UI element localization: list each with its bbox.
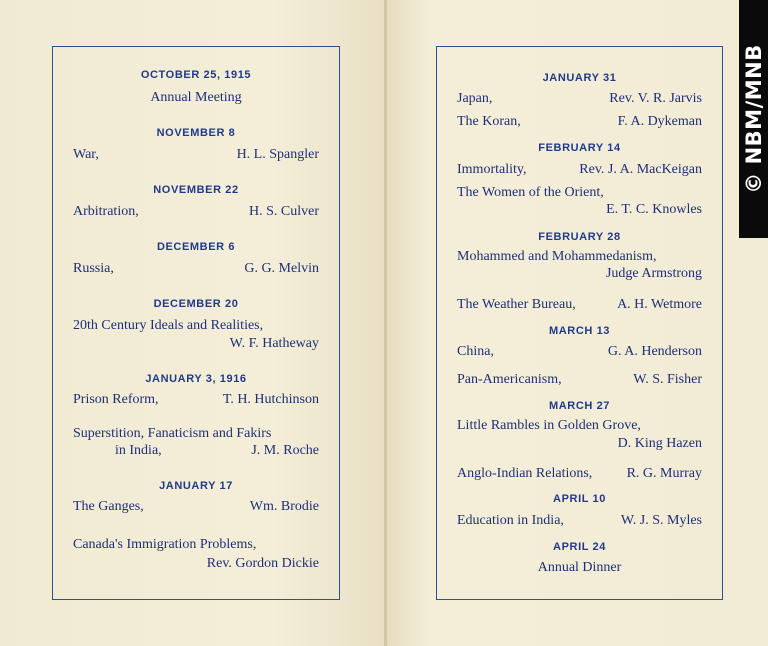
- entry-topic-continued: in India,: [115, 443, 162, 458]
- entry-topic: Mohammed and Mohammedanism,: [457, 249, 657, 264]
- entry-topic: Prison Reform,: [73, 392, 159, 407]
- entry-topic: The Weather Bureau,: [457, 297, 576, 312]
- date-heading: MARCH 13: [548, 325, 611, 337]
- entry-topic: Japan,: [457, 91, 493, 106]
- event-title: Annual Meeting: [150, 90, 242, 105]
- entry-speaker: H. L. Spangler: [236, 147, 319, 162]
- entry-topic: Pan-Americanism,: [457, 372, 562, 387]
- entry-speaker: W. J. S. Myles: [620, 513, 702, 528]
- entry-topic: Little Rambles in Golden Grove,: [457, 418, 641, 433]
- entry-speaker: G. A. Henderson: [607, 344, 702, 359]
- entry-speaker: D. King Hazen: [617, 436, 702, 451]
- entry-topic: China,: [457, 344, 494, 359]
- entry-topic: Immortality,: [457, 162, 527, 177]
- date-heading: JANUARY 31: [542, 72, 617, 84]
- date-heading: NOVEMBER 8: [156, 127, 236, 139]
- entry-topic: Canada's Immigration Problems,: [73, 537, 257, 552]
- entry-speaker: T. H. Hutchinson: [222, 392, 319, 407]
- entry-topic: 20th Century Ideals and Realities,: [73, 318, 264, 333]
- entry-topic: The Women of the Orient,: [457, 185, 604, 200]
- date-heading: NOVEMBER 22: [153, 184, 239, 196]
- date-heading: MARCH 27: [548, 400, 611, 412]
- entry-topic: The Koran,: [457, 114, 521, 129]
- entry-speaker: Wm. Brodie: [249, 499, 319, 514]
- entry-speaker: Rev. Gordon Dickie: [206, 556, 319, 571]
- entry-topic: Anglo-Indian Relations,: [457, 466, 593, 481]
- entry-topic: Superstition, Fanaticism and Fakirs: [73, 426, 272, 441]
- page-gutter: [384, 0, 387, 646]
- entry-topic: Arbitration,: [73, 204, 139, 219]
- date-heading: OCTOBER 25, 1915: [140, 69, 252, 81]
- date-heading: DECEMBER 20: [153, 298, 239, 310]
- date-heading: FEBRUARY 28: [538, 231, 621, 243]
- entry-topic: Education in India,: [457, 513, 564, 528]
- entry-topic: Russia,: [73, 261, 114, 276]
- entry-speaker: R. G. Murray: [626, 466, 702, 481]
- date-heading: APRIL 24: [553, 541, 606, 553]
- entry-speaker: A. H. Wetmore: [617, 297, 702, 312]
- date-heading: JANUARY 17: [159, 480, 233, 492]
- entry-speaker: F. A. Dykeman: [617, 114, 702, 129]
- right-page-frame: [436, 46, 723, 600]
- entry-speaker: W. F. Hatheway: [229, 336, 319, 351]
- copyright-watermark: [739, 0, 768, 238]
- event-title: Annual Dinner: [537, 560, 622, 575]
- entry-speaker: J. M. Roche: [251, 443, 319, 458]
- entry-speaker: H. S. Culver: [249, 204, 319, 219]
- entry-speaker: Judge Armstrong: [605, 266, 702, 281]
- watermark-text: © NBM/MNB: [741, 44, 766, 194]
- entry-speaker: Rev. J. A. MacKeigan: [579, 162, 702, 177]
- entry-topic: The Ganges,: [73, 499, 144, 514]
- date-heading: FEBRUARY 14: [538, 142, 621, 154]
- date-heading: JANUARY 3, 1916: [145, 373, 247, 385]
- date-heading: DECEMBER 6: [156, 241, 236, 253]
- left-page-frame: [52, 46, 340, 600]
- entry-speaker: G. G. Melvin: [244, 261, 319, 276]
- entry-speaker: Rev. V. R. Jarvis: [609, 91, 702, 106]
- entry-speaker: W. S. Fisher: [633, 372, 702, 387]
- entry-topic: War,: [73, 147, 99, 162]
- date-heading: APRIL 10: [553, 493, 606, 505]
- entry-speaker: E. T. C. Knowles: [606, 202, 702, 217]
